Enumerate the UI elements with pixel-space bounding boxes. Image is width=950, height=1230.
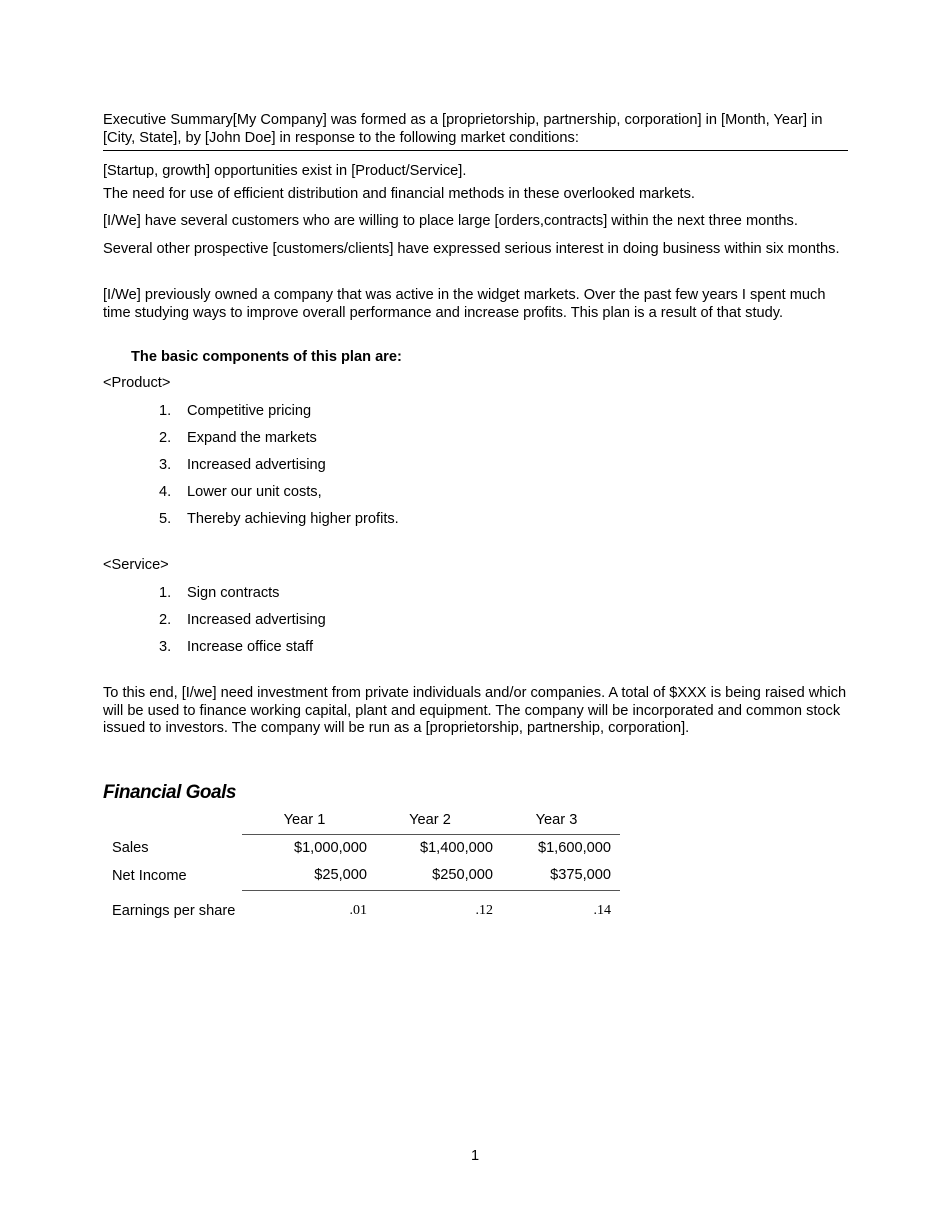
list-item — [159, 585, 279, 603]
table-row — [103, 863, 620, 891]
cell: $25,000 — [314, 867, 367, 884]
table-header-row — [103, 808, 620, 835]
financial-goals-title: Financial Goals — [103, 782, 236, 803]
executive-summary-heading: Executive Summary[My Company] was formed as a [proprietorship, partnership, corporation] in [Month, Year] in [City, State], by [John Doe] in response to the following market conditions: — [103, 112, 848, 151]
list-text: Increase office staff — [187, 639, 314, 655]
table-row — [103, 891, 620, 932]
list-text: Sign contracts — [187, 585, 280, 601]
list-number: 5. — [159, 511, 172, 527]
list-item — [159, 511, 399, 529]
paragraph: [I/We] previously owned a company that was active in the widget markets. Over the past few years I spent much time studying ways to improve overall performance and increase profits. This plan is a result of that study. — [103, 287, 826, 321]
list-item — [159, 403, 311, 421]
paragraph: [Startup, growth] opportunities exist in [Product/Service]. — [103, 163, 467, 179]
product-label: <Product> — [103, 375, 171, 391]
list-number: 3. — [159, 457, 172, 473]
paragraph: Several other prospective [customers/clients] have expressed serious interest in doing business within six months. — [103, 241, 840, 257]
cell: $1,600,000 — [493, 835, 620, 863]
closing-paragraph: To this end, [I/we] need investment from private individuals and/or companies. A total of $XXX is being raised which will be used to finance working capital, plant and equipment. The company will be incorporated and common stock issued to investors. The company will be run as a [proprietorship, partnership, corporation]. — [103, 685, 847, 737]
list-text: Increased advertising — [187, 457, 326, 473]
list-number: 4. — [159, 484, 172, 500]
cell: $1,400,000 — [367, 835, 493, 863]
table-row — [103, 835, 620, 863]
row-label: Net Income — [112, 867, 187, 884]
column-header: Year 3 — [535, 812, 578, 829]
list-text: Lower our unit costs, — [187, 484, 322, 500]
service-label: <Service> — [103, 557, 169, 573]
paragraph: [I/We] have several customers who are willing to place large [orders,contracts] within the next three months. — [103, 213, 798, 229]
list-item — [159, 612, 326, 630]
list-text: Increased advertising — [187, 612, 326, 628]
components-heading: The basic components of this plan are: — [131, 349, 402, 365]
list-number: 2. — [159, 612, 172, 628]
list-text: Competitive pricing — [187, 403, 312, 419]
cell: $375,000 — [550, 867, 611, 884]
cell: .14 — [493, 891, 620, 932]
column-header: Year 1 — [283, 812, 326, 829]
cell: .01 — [242, 891, 367, 932]
paragraph: The need for use of efficient distribution and financial methods in these overlooked markets. — [103, 186, 695, 202]
list-item — [159, 457, 326, 475]
column-header: Year 2 — [409, 812, 451, 829]
list-item — [159, 484, 322, 502]
list-text: Expand the markets — [187, 430, 317, 446]
list-number: 3. — [159, 639, 172, 655]
list-item — [159, 430, 317, 448]
cell: $1,000,000 — [242, 835, 367, 863]
cell: .12 — [367, 891, 493, 932]
list-number: 1. — [159, 585, 172, 601]
cell: $250,000 — [432, 867, 493, 884]
list-number: 1. — [159, 403, 172, 419]
row-label: Earnings per share — [112, 902, 236, 919]
list-text: Thereby achieving higher profits. — [187, 511, 399, 527]
financial-goals-table — [103, 808, 620, 931]
list-number: 2. — [159, 430, 172, 446]
page-number: 1 — [470, 1148, 480, 1164]
list-item — [159, 639, 313, 657]
row-label: Sales — [112, 839, 149, 856]
